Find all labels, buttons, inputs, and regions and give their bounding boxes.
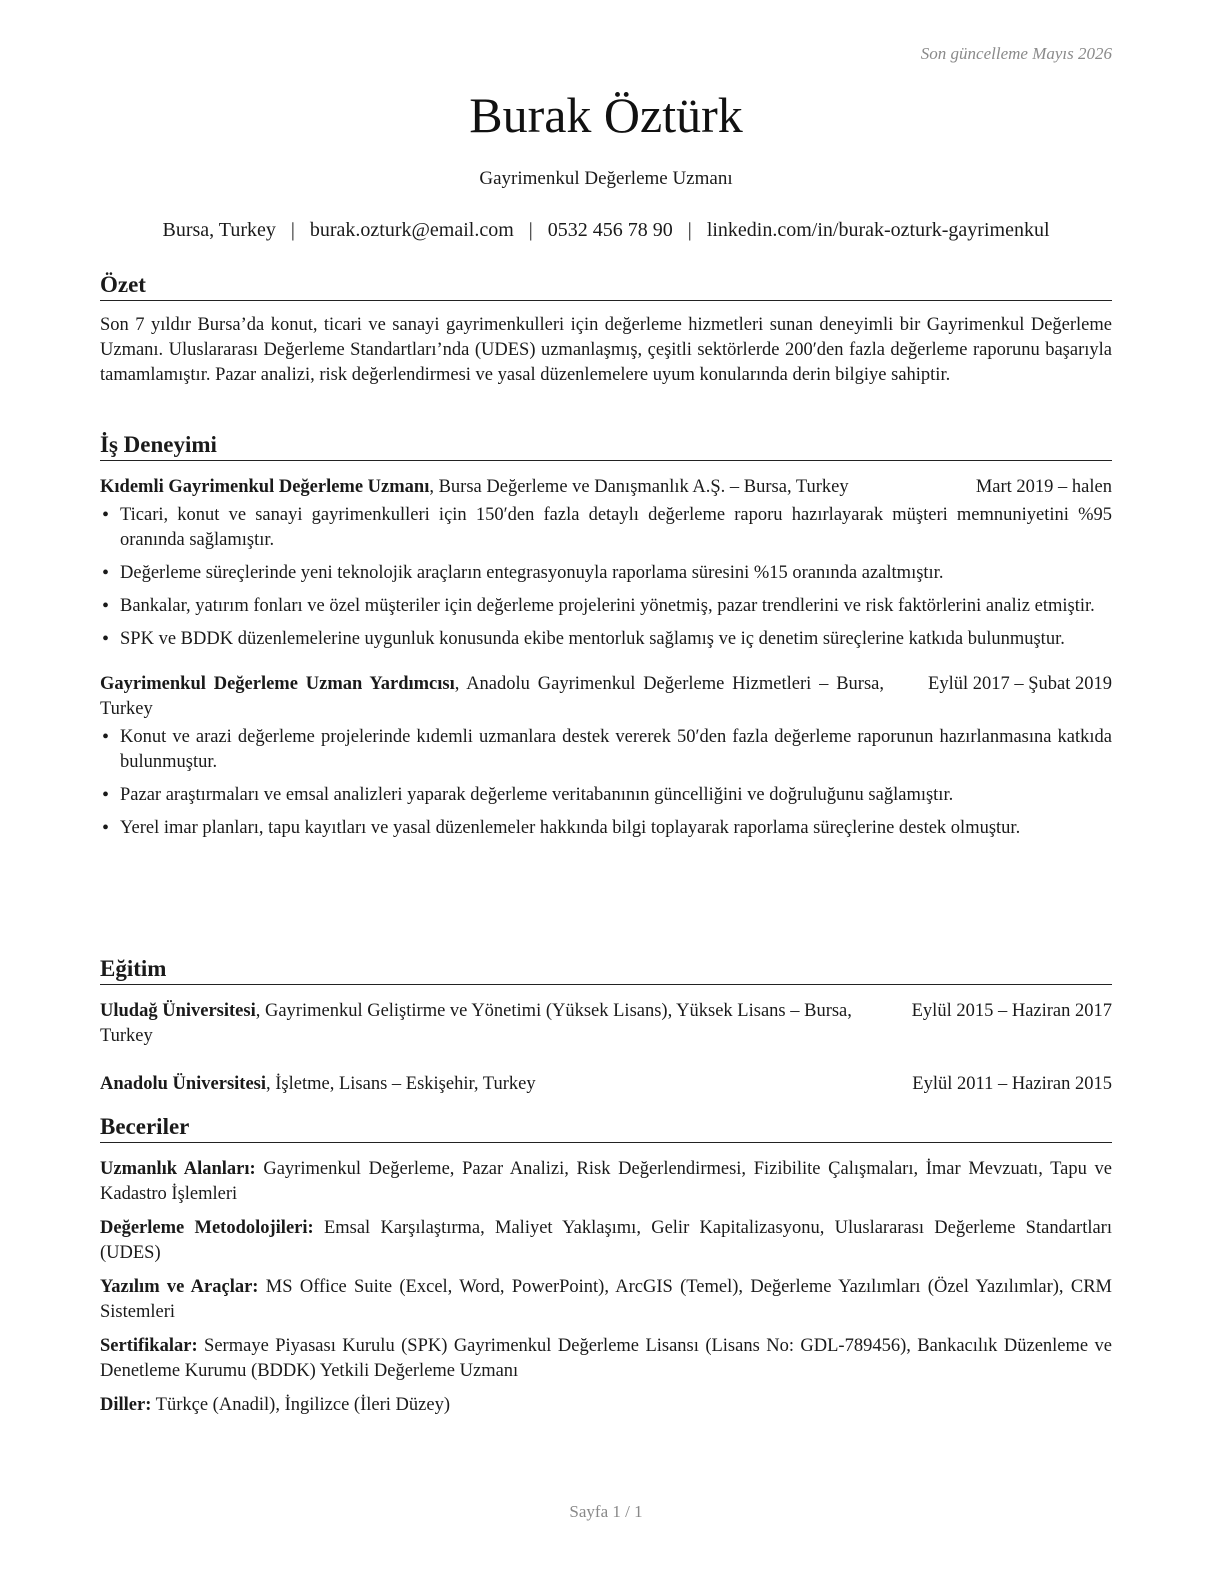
list-item: • Yerel imar planları, tapu kayıtları ve yasal düzenlemeler hakkında bilgi toplayarak raporlama süreçlerine destek olmuştur. bbox=[100, 816, 1112, 841]
skill-text: Türkçe (Anadil), İngilizce (İleri Düzey) bbox=[151, 1395, 450, 1415]
job-date: Mart 2019 – halen bbox=[970, 475, 1112, 500]
skill-label: Sertifikalar: bbox=[100, 1336, 198, 1356]
education-school: Anadolu Üniversitesi bbox=[100, 1074, 267, 1094]
job-bullets bbox=[100, 503, 1112, 652]
education-header bbox=[100, 1072, 1112, 1097]
section-title-education: Eğitim bbox=[100, 955, 1112, 985]
candidate-name: Burak Öztürk bbox=[469, 87, 743, 143]
contact-email[interactable]: burak.ozturk@email.com bbox=[309, 219, 514, 241]
job-title: Gayrimenkul Değerleme Uzmanı bbox=[479, 168, 733, 189]
skill-row bbox=[100, 1393, 1112, 1418]
job-header bbox=[100, 475, 1112, 500]
skill-label: Diller: bbox=[100, 1395, 152, 1415]
job-org: , Anadolu Gayrimenkul Değerleme Hizmetleri – Bursa, Turkey bbox=[100, 674, 884, 719]
job-role: Gayrimenkul Değerleme Uzman Yardımcısı bbox=[100, 674, 455, 694]
skill-text: Gayrimenkul Değerleme, Pazar Analizi, Risk Değerlendirmesi, Fizibilite Çalışmaları, İmar Mevzuatı, Tapu ve Kadastro İşlemleri bbox=[100, 1159, 1113, 1204]
list-item: • Değerleme süreçlerinde yeni teknolojik araçların entegrasyonuyla raporlama süresini %15 oranında azaltmıştır. bbox=[100, 561, 1112, 586]
list-item: • Konut ve arazi değerleme projelerinde kıdemli uzmanlara destek vererek 50′den fazla değerleme raporunun hazırlanmasına katkıda bulunmuştur. bbox=[100, 725, 1112, 775]
list-item: • Ticari, konut ve sanayi gayrimenkulleri için 150′den fazla detaylı değerleme raporu hazırlayarak müşteri memnuniyetini %95 oranında sağlamıştır. bbox=[100, 503, 1112, 553]
skill-text: MS Office Suite (Excel, Word, PowerPoint), ArcGIS (Temel), Değerleme Yazılımları (Özel Yazılımlar), CRM Sistemleri bbox=[100, 1277, 1112, 1322]
last-updated: Son güncelleme Mayıs 2026 bbox=[920, 44, 1112, 63]
education-section bbox=[100, 955, 1112, 1097]
contact-line bbox=[100, 219, 1112, 242]
page-number: Sayfa 1 / 1 bbox=[569, 1502, 643, 1521]
contact-separator: | bbox=[687, 219, 692, 241]
skill-label: Yazılım ve Araçlar: bbox=[100, 1277, 259, 1297]
skill-row bbox=[100, 1216, 1112, 1266]
summary-section bbox=[100, 271, 1112, 388]
summary-text: Son 7 yıldır Bursa’da konut, ticari ve sanayi gayrimenkulleri için değerleme hizmetleri sunan deneyimli bir Gayrimenkul Değerleme Uzmanı. Uluslararası Değerleme Standartları’nda (UDES) uzmanlaşmış, çeşitli sektörlerde 200′den fazla değerleme raporunu başarıyla tamamlamıştır. Pazar analizi, risk değerlendirmesi ve yasal düzenlemelere uyum konularında derin bilgiye sahiptir. bbox=[100, 315, 1112, 385]
job-date: Eylül 2017 – Şubat 2019 bbox=[922, 672, 1112, 697]
job-org: , Bursa Değerleme ve Danışmanlık A.Ş. – Bursa, Turkey bbox=[429, 477, 849, 497]
experience-section bbox=[100, 431, 1112, 849]
section-title-summary: Özet bbox=[100, 271, 1112, 301]
contact-separator: | bbox=[528, 219, 533, 241]
education-detail: , İşletme, Lisans – Eskişehir, Turkey bbox=[266, 1074, 536, 1094]
skill-row bbox=[100, 1157, 1112, 1207]
contact-location: Bursa, Turkey bbox=[162, 219, 276, 241]
skill-text: Emsal Karşılaştırma, Maliyet Yaklaşımı, Gelir Kapitalizasyonu, Uluslararası Değerleme Standartları (UDES) bbox=[100, 1218, 1112, 1263]
contact-linkedin[interactable]: linkedin.com/in/burak-ozturk-gayrimenkul bbox=[706, 219, 1050, 241]
skill-row bbox=[100, 1275, 1112, 1325]
job-bullets bbox=[100, 725, 1112, 841]
job-header bbox=[100, 672, 1112, 722]
skill-label: Uzmanlık Alanları: bbox=[100, 1159, 256, 1179]
skill-text: Sermaye Piyasası Kurulu (SPK) Gayrimenkul Değerleme Lisansı (Lisans No: GDL-789456), Bankacılık Düzenleme ve Denetleme Kurumu (BDDK) Yetkili Değerleme Uzmanı bbox=[100, 1336, 1112, 1381]
section-title-skills: Beceriler bbox=[100, 1113, 1112, 1143]
education-detail: , Gayrimenkul Geliştirme ve Yönetimi (Yüksek Lisans), Yüksek Lisans – Bursa, Turkey bbox=[100, 1001, 852, 1046]
list-item: • Pazar araştırmaları ve emsal analizleri yaparak değerleme veritabanının güncelliğini ve doğruluğunu sağlamıştır. bbox=[100, 783, 1112, 808]
resume-page bbox=[100, 0, 1112, 1584]
contact-phone: 0532 456 78 90 bbox=[547, 219, 673, 241]
education-header bbox=[100, 999, 1112, 1049]
education-date: Eylül 2011 – Haziran 2015 bbox=[906, 1072, 1112, 1097]
list-item: • Bankalar, yatırım fonları ve özel müşteriler için değerleme projelerini yönetmiş, pazar trendlerini ve risk faktörlerini analiz etmiştir. bbox=[100, 594, 1112, 619]
skill-label: Değerleme Metodolojileri: bbox=[100, 1218, 314, 1238]
section-title-experience: İş Deneyimi bbox=[100, 431, 1112, 461]
education-school: Uludağ Üniversitesi bbox=[100, 1001, 256, 1021]
list-item: • SPK ve BDDK düzenlemelerine uygunluk konusunda ekibe mentorluk sağlamış ve iç denetim süreçlerine katkıda bulunmuştur. bbox=[100, 627, 1112, 652]
education-date: Eylül 2015 – Haziran 2017 bbox=[906, 999, 1112, 1024]
skills-list bbox=[100, 1157, 1112, 1418]
skill-row bbox=[100, 1334, 1112, 1384]
contact-separator: | bbox=[290, 219, 295, 241]
skills-section bbox=[100, 1113, 1112, 1427]
job-role: Kıdemli Gayrimenkul Değerleme Uzmanı bbox=[100, 477, 430, 497]
